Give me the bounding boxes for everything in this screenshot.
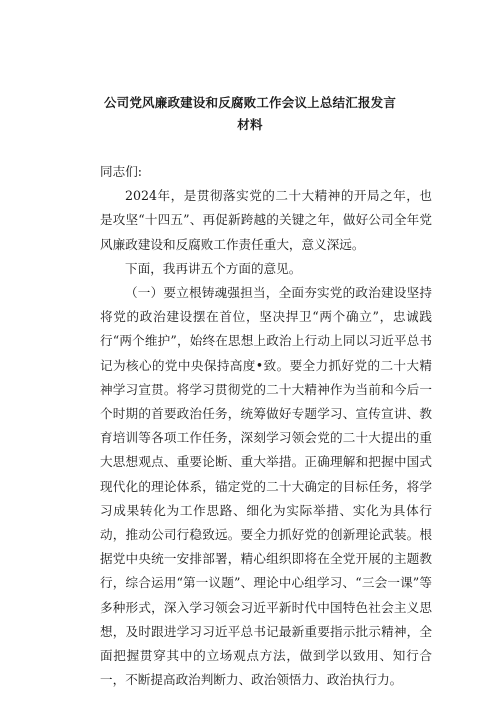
paragraph-1: 2024年，是贯彻落实党的二十大精神的开局之年，也是攻坚“十四五”、再促新跨越的关键之年，做好公司全年党风廉政建设和反腐败工作责任重大，意义深远。 <box>100 188 432 252</box>
greeting: 同志们: <box>100 164 143 179</box>
paragraph-2: 下面，我再讲五个方面的意见。 <box>125 260 302 276</box>
document-body <box>100 160 432 692</box>
document-title-line-2: 材料 <box>237 117 263 132</box>
paragraph-3: （一）要立根铸魂强担当，全面夯实党的政治建设坚持将党的政治建设摆在首位，坚决捍卫“两个确立”，忠诚践行“两个维护”，始终在思想上政治上行动上同以习近平总书记为核心的党中央保持高度•致。要全力抓好党的二十大精神学习宣贯。将学习贯彻党的二十大精神作为当前和今后一个时期的首要政治任务，统筹做好专题学习、宣传宣讲、教育培训等各项工作任务，深刻学习领会党的二十大提出的重大思想观点、重要论断、重大举措。正确理解和把握中国式现代化的理论体系，锚定党的二十大确定的目标任务，将学习成果转化为工作思路、细化为实际举措、实化为具体行动，推动公司行稳致远。要全力抓好党的创新理论武装。根据党中央统一安排部署，精心组织即将在全党开展的主题教行，综合运用“第一议题”、理论中心组学习、“三会一课”等多种形式，深入学习领会习近平新时代中国特色社会主义思想，及时跟进学习习近平总书记最新重要指示批示精神，全面把握贯穿其中的立场观点方法，做到学以致用、知行合一，不断提高政治判断力、政治领悟力、政治执行力。 <box>100 285 432 688</box>
document-title-line-1: 公司党风廉政建设和反腐败工作会议上总结汇报发言 <box>103 95 397 110</box>
